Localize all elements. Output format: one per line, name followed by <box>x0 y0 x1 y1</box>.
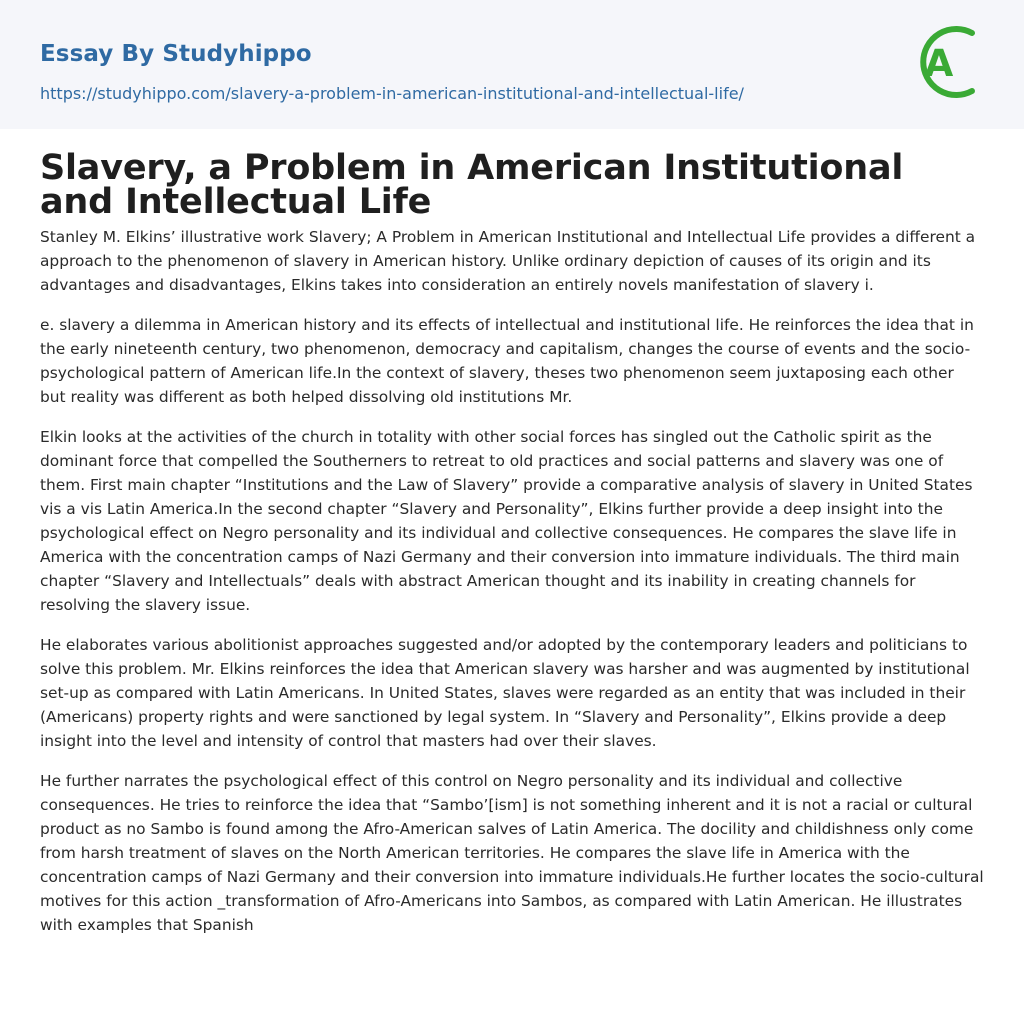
article-paragraph: Elkin looks at the activities of the church in totality with other social forces has singled out the Catholic spirit as the dominant force that compelled the Southerners to retreat to old practices and social patterns and slavery was one of them. First main chapter “Institutions and the Law of Slavery” provide a comparative analysis of slavery in United States vis a vis Latin America.In the second chapter “Slavery and Personality”, Elkins further provide a deep insight into the psychological effect on Negro personality and its individual and collective consequences. He compares the slave life in America with the concentration camps of Nazi Germany and their conversion into immature individuals. The third main chapter “Slavery and Intellectuals” deals with abstract American thought and its inability in creating channels for resolving the slavery issue. <box>40 428 973 614</box>
studyhippo-logo-icon[interactable] <box>912 20 986 104</box>
article-paragraph: He further narrates the psychological effect of this control on Negro personality and its individual and collective consequences. He tries to reinforce the idea that “Sambo’[ism] is not something inherent and it is not a racial or cultural product as no Sambo is found among the Afro-American salves of Latin America. The docility and childishness only come from harsh treatment of slaves on the North American territories. He compares the slave life in America with the concentration camps of Nazi Germany and their conversion into immature individuals.He further locates the socio-cultural motives for this action _transformation of Afro-Americans into Sambos, as compared with Latin American. He illustrates with examples that Spanish <box>40 772 984 934</box>
article-title: Slavery, a Problem in American Institutional and Intellectual Life <box>40 148 904 222</box>
article-paragraph: e. slavery a dilemma in American history and its effects of intellectual and institutional life. He reinforces the idea that in the early nineteenth century, two phenomenon, democracy and capitalism, changes the course of events and the socio-psychological pattern of American life.In the context of slavery, theses two phenomenon seem juxtaposing each other but reality was different as both helped dissolving old institutions Mr. <box>40 316 974 406</box>
article <box>0 148 1024 937</box>
site-header <box>0 0 1024 129</box>
article-paragraph: He elaborates various abolitionist approaches suggested and/or adopted by the contemporary leaders and politicians to solve this problem. Mr. Elkins reinforces the idea that American slavery was harsher and was augmented by institutional set-up as compared with Latin Americans. In United States, slaves were regarded as an entity that was included in their (Americans) property rights and were sanctioned by legal system. In “Slavery and Personality”, Elkins provide a deep insight into the level and intensity of control that masters had over their slaves. <box>40 636 970 750</box>
article-paragraph: Stanley M. Elkins’ illustrative work Slavery; A Problem in American Institutional and Intellectual Life provides a different a approach to the phenomenon of slavery in American history. Unlike ordinary depiction of causes of its origin and its advantages and disadvantages, Elkins takes into consideration an entirely novels manifestation of slavery i. <box>40 228 976 294</box>
article-url-link[interactable]: https://studyhippo.com/slavery-a-problem-in-american-institutional-and-intellectual-life/ <box>40 84 744 103</box>
logo-letter: A <box>924 42 954 85</box>
site-brand[interactable]: Essay By Studyhippo <box>40 41 312 67</box>
